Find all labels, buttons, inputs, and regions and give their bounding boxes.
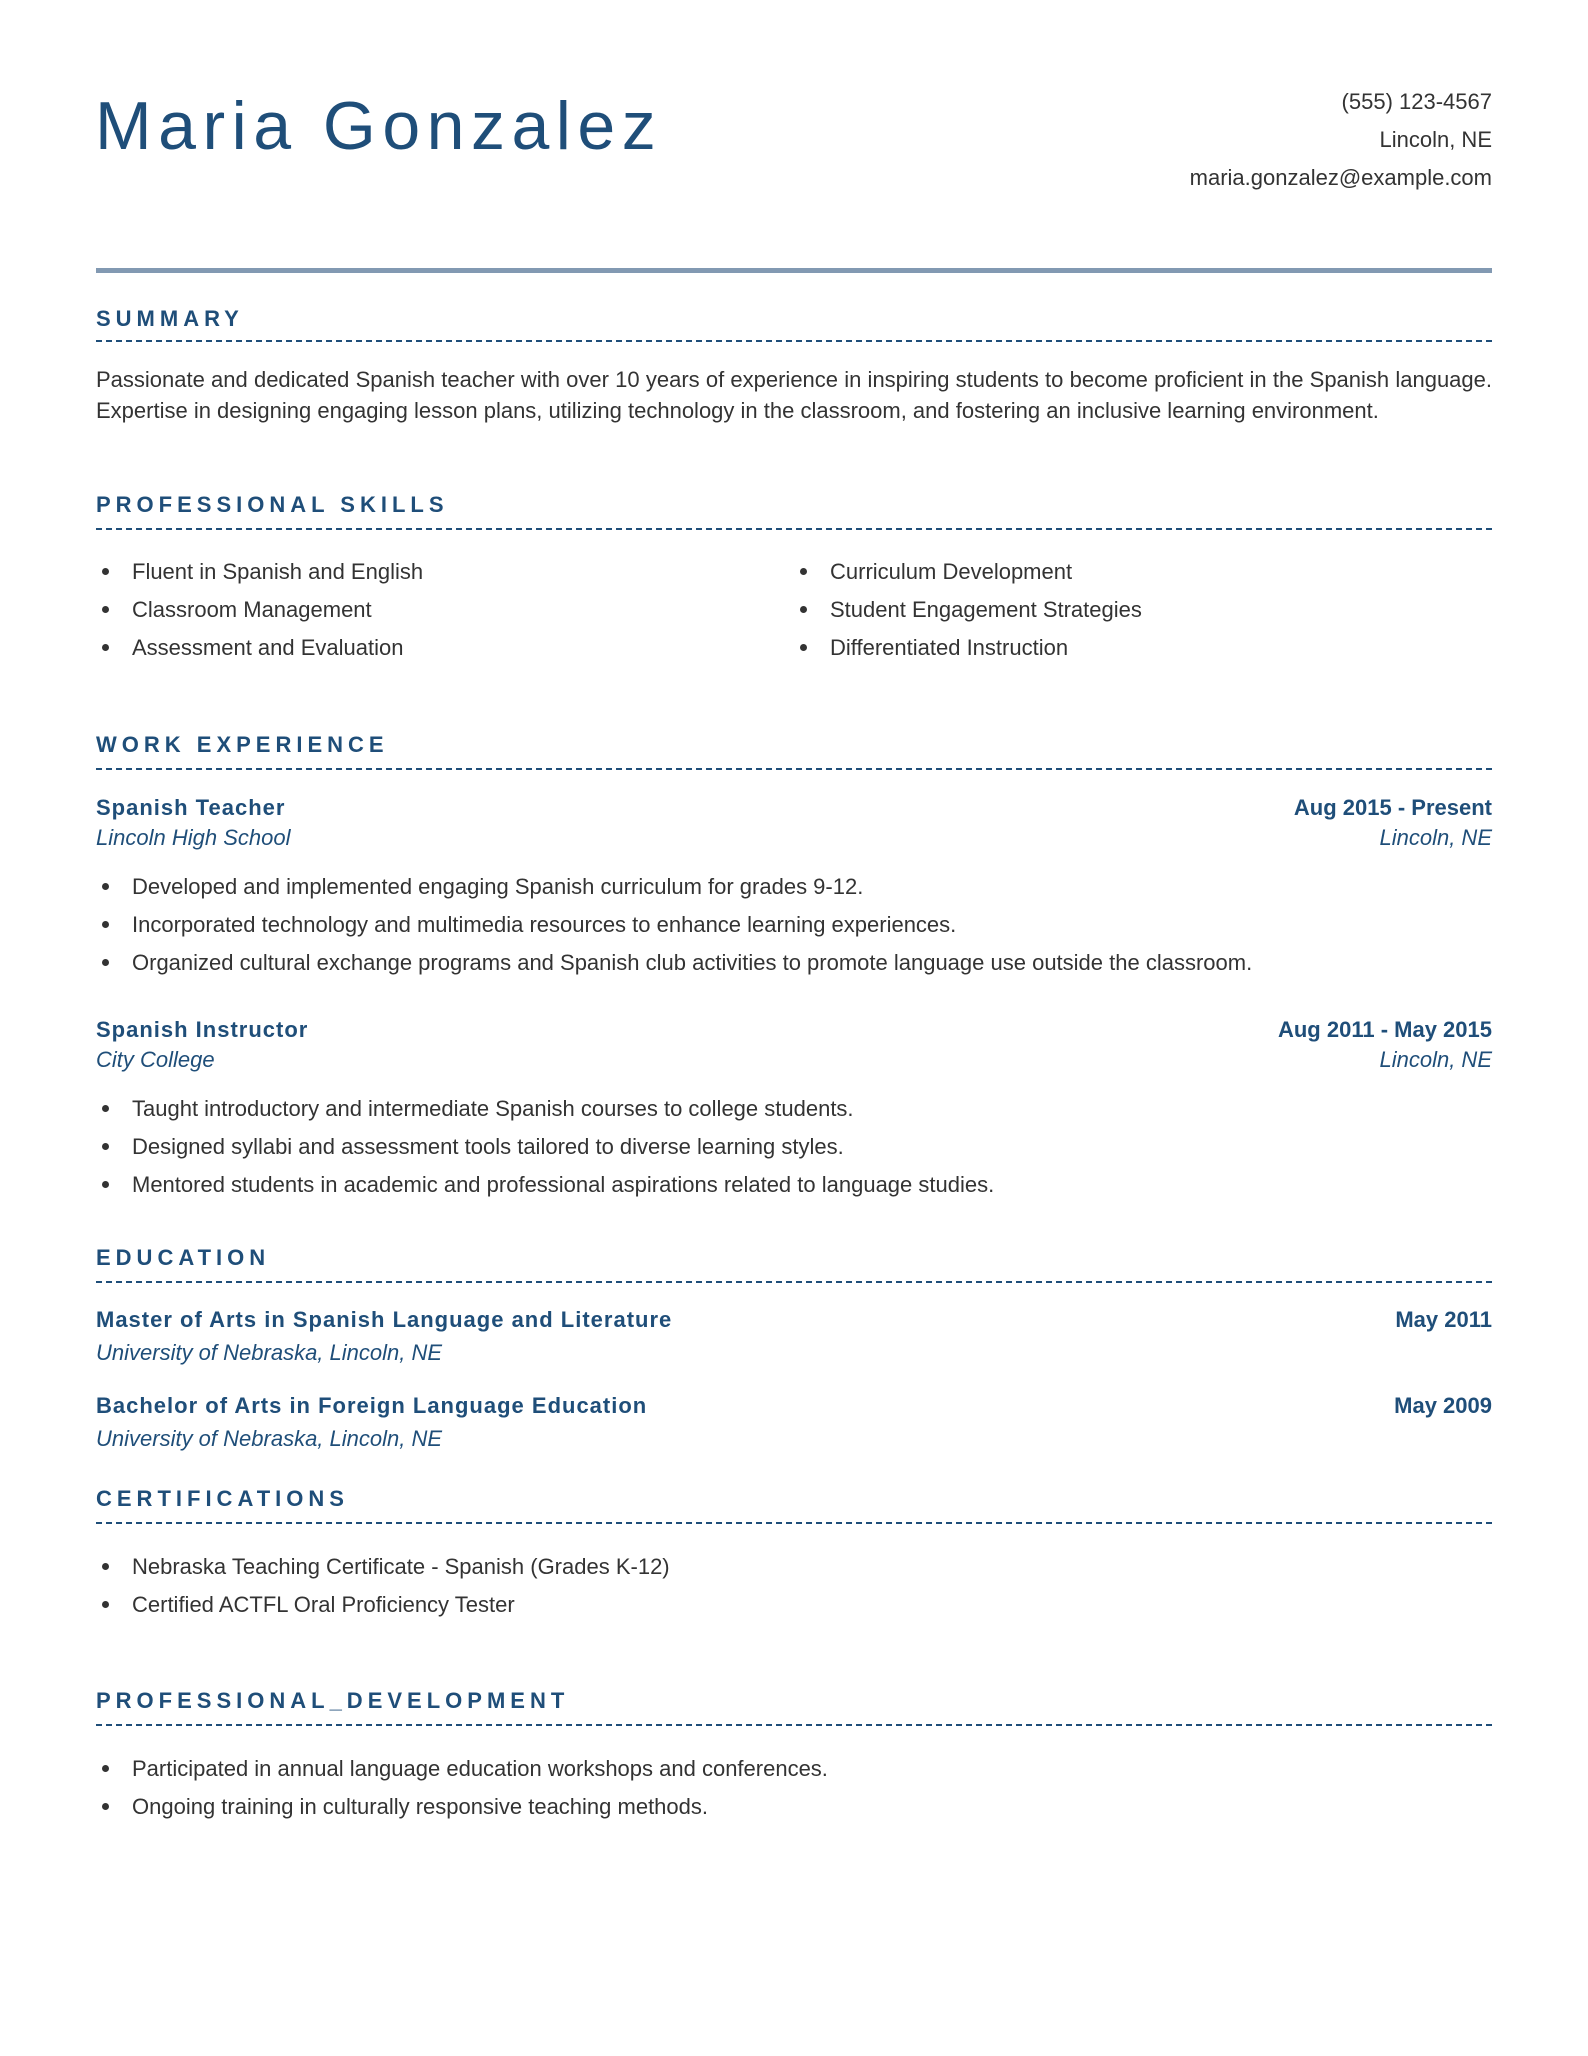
degree-date: May 2011 — [1395, 1307, 1492, 1332]
section-title-summary: SUMMARY — [96, 306, 244, 331]
certification-item: Certified ACTFL Oral Proficiency Tester — [132, 1594, 515, 1616]
bullet-icon — [102, 1765, 109, 1772]
degree-title: Bachelor of Arts in Foreign Language Education — [96, 1393, 648, 1418]
section-title-education: EDUCATION — [96, 1245, 271, 1270]
candidate-name: Maria Gonzalez — [95, 88, 663, 164]
job-location: Lincoln, NE — [1379, 825, 1492, 850]
bullet-icon — [102, 1803, 109, 1810]
bullet-icon — [102, 1563, 109, 1570]
bullet-icon — [102, 883, 109, 890]
development-item: Participated in annual language education workshops and conferences. — [132, 1758, 828, 1780]
section-title-experience: WORK EXPERIENCE — [96, 732, 389, 757]
school-name: University of Nebraska, Lincoln, NE — [96, 1426, 443, 1451]
job-organization: City College — [96, 1047, 215, 1072]
bullet-icon — [800, 644, 807, 651]
bullet-icon — [102, 921, 109, 928]
section-divider — [96, 1522, 1492, 1524]
section-title-professional-development: PROFESSIONAL_DEVELOPMENT — [96, 1688, 570, 1713]
contact-phone: (555) 123-4567 — [1341, 89, 1492, 114]
summary-text: Passionate and dedicated Spanish teacher with over 10 years of experience in inspiring students to become proficient in the Spanish language. Expertise in designing engaging lesson plans, utilizing technology in the classroom, and fostering an inclusive learning environment. — [96, 367, 1492, 423]
degree-date: May 2009 — [1394, 1393, 1492, 1418]
skill-item: Classroom Management — [132, 599, 372, 621]
bullet-icon — [102, 959, 109, 966]
job-bullet: Designed syllabi and assessment tools tailored to diverse learning styles. — [132, 1136, 844, 1158]
job-bullet: Incorporated technology and multimedia resources to enhance learning experiences. — [132, 914, 956, 936]
job-location: Lincoln, NE — [1379, 1047, 1492, 1072]
section-divider — [96, 1281, 1492, 1283]
bullet-icon — [102, 1105, 109, 1112]
section-divider — [96, 768, 1492, 770]
job-title: Spanish Teacher — [96, 795, 286, 820]
job-bullet: Taught introductory and intermediate Spanish courses to college students. — [132, 1098, 854, 1120]
school-name: University of Nebraska, Lincoln, NE — [96, 1340, 443, 1365]
section-divider — [96, 528, 1492, 530]
contact-email[interactable]: maria.gonzalez@example.com — [1189, 165, 1492, 190]
job-dates: Aug 2015 - Present — [1293, 795, 1492, 820]
bullet-icon — [102, 644, 109, 651]
job-dates: Aug 2011 - May 2015 — [1277, 1017, 1492, 1042]
bullet-icon — [102, 568, 109, 575]
bullet-icon — [102, 1143, 109, 1150]
contact-location: Lincoln, NE — [1379, 127, 1492, 152]
bullet-icon — [800, 568, 807, 575]
job-bullet: Developed and implemented engaging Spanish curriculum for grades 9-12. — [132, 876, 863, 898]
section-title-certifications: CERTIFICATIONS — [96, 1486, 349, 1511]
job-title: Spanish Instructor — [96, 1017, 309, 1042]
bullet-icon — [102, 1601, 109, 1608]
development-item: Ongoing training in culturally responsive teaching methods. — [132, 1796, 708, 1818]
certification-item: Nebraska Teaching Certificate - Spanish (Grades K-12) — [132, 1556, 670, 1578]
degree-title: Master of Arts in Spanish Language and Literature — [96, 1307, 673, 1332]
skill-item: Student Engagement Strategies — [830, 599, 1142, 621]
skill-item: Assessment and Evaluation — [132, 637, 404, 659]
job-organization: Lincoln High School — [96, 825, 291, 850]
section-divider — [96, 340, 1492, 342]
bullet-icon — [102, 1181, 109, 1188]
section-divider — [96, 1724, 1492, 1726]
job-bullet: Mentored students in academic and professional aspirations related to language studies. — [132, 1174, 994, 1196]
bullet-icon — [102, 606, 109, 613]
skill-item: Differentiated Instruction — [830, 637, 1068, 659]
skill-item: Fluent in Spanish and English — [132, 561, 423, 583]
job-bullet: Organized cultural exchange programs and Spanish club activities to promote language use outside the classroom. — [132, 952, 1252, 974]
header-divider — [96, 268, 1492, 273]
skill-item: Curriculum Development — [830, 561, 1072, 583]
bullet-icon — [800, 606, 807, 613]
section-title-skills: PROFESSIONAL SKILLS — [96, 492, 449, 517]
